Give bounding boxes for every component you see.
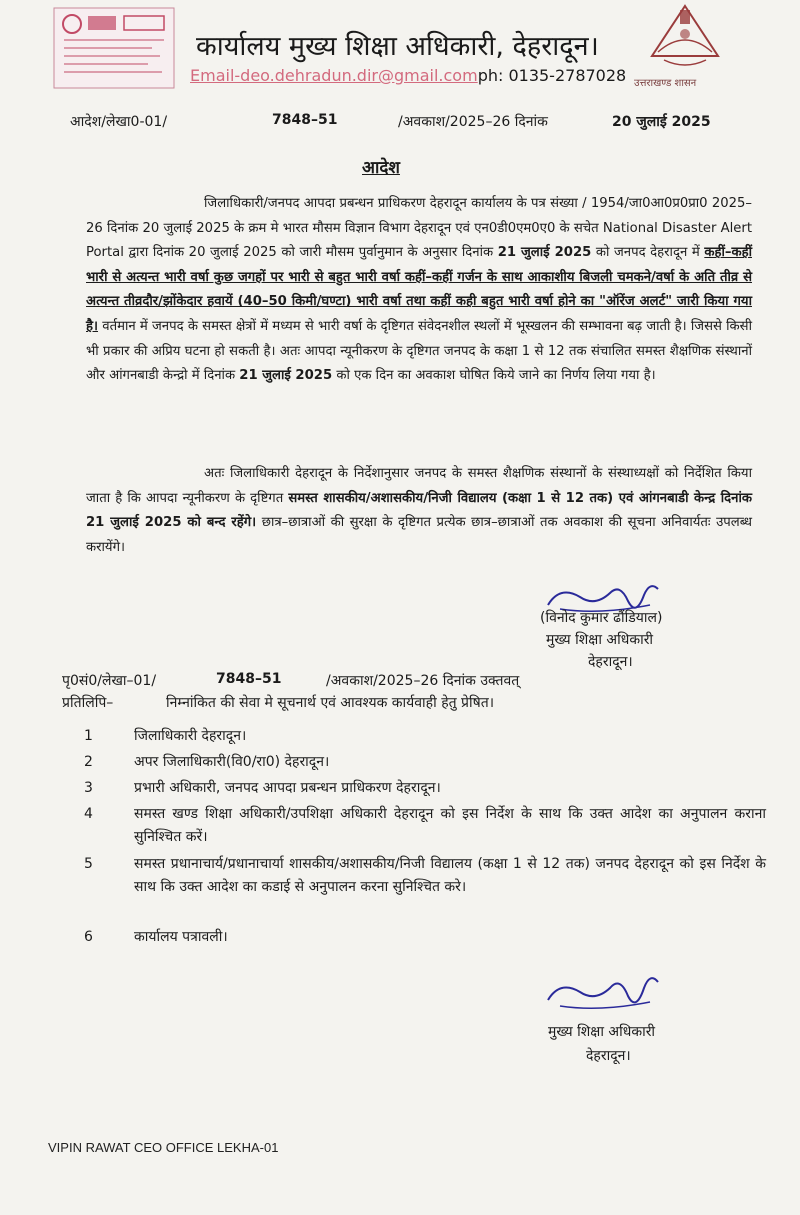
list-text: समस्त प्रधानाचार्य/प्रधानाचार्या शासकीय/अशासकीय/निजी विद्यालय (कक्षा 1 से 12 तक) जनपद देहरादून को इस निर्देश के साथ कि उक्त आदेश का कडाई से अनुपालन करना सुनिश्चित करे। <box>134 856 766 895</box>
list-number: 1 <box>84 728 93 744</box>
order-number: आदेश/लेखा0-01/ <box>70 114 168 130</box>
phone-number: ph: 0135-2787028 <box>477 66 627 85</box>
order-paragraph-2: अतः जिलाधिकारी देहरादून के निर्देशानुसार जनपद के समस्त शैक्षणिक संस्थानों के संस्थाध्यक्षों को निर्देशित किया जाता है कि आपदा न्यूनीकरण के दृष्टिगत समस्त शासकीय/अशासकीय/निजी विद्यालय (कक्षा 1 से 12 तक) एवं आंगनबाडी केन्द्र दिनांक 21 जुलाई 2025 को बन्द रहेंगे। छात्र–छात्राओं की सुरक्षा के दृष्टिगत प्रत्येक छात्र–छात्राओं तक अवकाश की सूचना अनिवार्यतः उपलब्ध करायेंगे। <box>86 466 752 555</box>
list-text: अपर जिलाधिकारी(वि0/रा0) देहरादून। <box>134 754 330 770</box>
education-department-logo <box>52 6 176 90</box>
order-date: 20 जुलाई 2025 <box>612 114 711 130</box>
govt-label: उत्तराखण्ड शासन <box>634 78 697 89</box>
list-number: 3 <box>84 780 93 796</box>
signatory-designation-2: मुख्य शिक्षा अधिकारी <box>548 1024 656 1040</box>
copy-intro-text: निम्नांकित की सेवा मे सूचनार्थ एवं आवश्यक कार्यवाही हेतु प्रेषित। <box>166 695 495 711</box>
list-number: 2 <box>84 754 93 770</box>
letter-number: 7848–51 <box>272 112 338 128</box>
letterhead <box>0 0 800 96</box>
closure-notice: समस्त शासकीय/अशासकीय/निजी विद्यालय (कक्षा 1 से 12 तक) एवं आंगनबाडी केन्द्र दिनांक 21 जुलाई 2025 को बन्द रहेंगे। <box>86 490 752 531</box>
contact-line <box>190 66 626 85</box>
list-text: प्रभारी अधिकारी, जनपद आपदा प्रबन्धन प्राधिकरण देहरादून। <box>134 780 441 796</box>
copy-label: प्रतिलिपि– <box>62 695 114 711</box>
copy-subject: /अवकाश/2025–26 दिनांक उक्तवत् <box>326 673 520 689</box>
office-title: कार्यालय मुख्य शिक्षा अधिकारी, देहरादून। <box>196 31 599 62</box>
footer-note: VIPIN RAWAT CEO OFFICE LEKHA-01 <box>48 1140 279 1155</box>
list-number: 4 <box>84 806 93 822</box>
copy-letter-number: 7848–51 <box>216 671 282 687</box>
list-number: 5 <box>84 856 93 872</box>
orange-alert-text: कहीं–कहीं भारी से अत्यन्त भारी वर्षा कुछ जगहों पर भारी से बहुत भारी वर्षा कहीं–कहीं गर्जन के साथ आकाशीय बिजली चमकने/वर्षा के अति तीव्र से अत्यन्त तीव्रदौर/झोंकेदार हवायें (40–50 किमी/घण्टा) भारी वर्षा तथा कहीं कही बहुत भारी वर्षा होने का "ऑरेंज अलर्ट" जारी किया गया है। <box>86 245 752 334</box>
order-subject: /अवकाश/2025–26 दिनांक <box>398 114 548 130</box>
list-number: 6 <box>84 929 93 945</box>
signatory-place: देहरादून। <box>588 654 633 670</box>
order-paragraph-1: जिलाधिकारी/जनपद आपदा प्रबन्धन प्राधिकरण देहरादून कार्यालय के पत्र संख्या / 1954/जा0आ0प्र0प्रा0 2025–26 दिनांक 20 जुलाई 2025 के क्रम मे भारत मौसम विज्ञान विभाग देहरादून एवं एन0डी0एम0ए0 के सचेत National Disaster Alert Portal द्वारा दिनांक 20 जुलाई 2025 को जारी मौसम पुर्वानुमान के अनुसार दिनांक 21 जुलाई 2025 को जनपद देहरादून में कहीं–कहीं भारी से अत्यन्त भारी वर्षा कुछ जगहों पर भारी से बहुत भारी वर्षा कहीं–कहीं गर्जन के साथ आकाशीय बिजली चमकने/वर्षा के अति तीव्र से अत्यन्त तीव्रदौर/झोंकेदार हवायें (40–50 किमी/घण्टा) भारी वर्षा तथा कहीं कही बहुत भारी वर्षा होने का "ऑरेंज अलर्ट" जारी किया गया है। वर्तमान में जनपद के समस्त क्षेत्रों में मध्यम से भारी वर्षा के दृष्टिगत संवेदनशील स्थलों में भूस्खलन की सम्भावना बढ़ जाती है। जिससे किसी भी प्रकार की अप्रिय घटना हो सकती है। अतः आपदा न्यूनीकरण के दृष्टिगत जनपद के कक्षा 1 से 12 तक संचालित समस्त शैक्षणिक संस्थानों और आंगनबाडी केन्द्रो में दिनांक 21 जुलाई 2025 को एक दिन का अवकाश घोषित किये जाने का निर्णय लिया गया है। <box>86 196 752 384</box>
email-link[interactable]: Email-deo.dehradun.dir@gmail.com <box>190 66 478 85</box>
signatory-name: (विनोद कुमार ढौंडियाल) <box>540 610 663 626</box>
list-text: समस्त खण्ड शिक्षा अधिकारी/उपशिक्षा अधिकारी देहरादून को इस निर्देश के साथ कि उक्त आदेश का अनुपालन कराना सुनिश्चित करें। <box>134 806 766 845</box>
list-text: कार्यालय पत्रावली। <box>134 929 228 945</box>
copy-order-number: पृ0सं0/लेखा–01/ <box>62 673 157 689</box>
uttarakhand-emblem-icon <box>640 0 730 80</box>
signature-mark-2 <box>540 966 670 1022</box>
signatory-place-2: देहरादून। <box>586 1048 631 1064</box>
order-title: आदेश <box>362 158 400 178</box>
signatory-designation: मुख्य शिक्षा अधिकारी <box>546 632 654 648</box>
list-text: जिलाधिकारी देहरादून। <box>134 728 247 744</box>
